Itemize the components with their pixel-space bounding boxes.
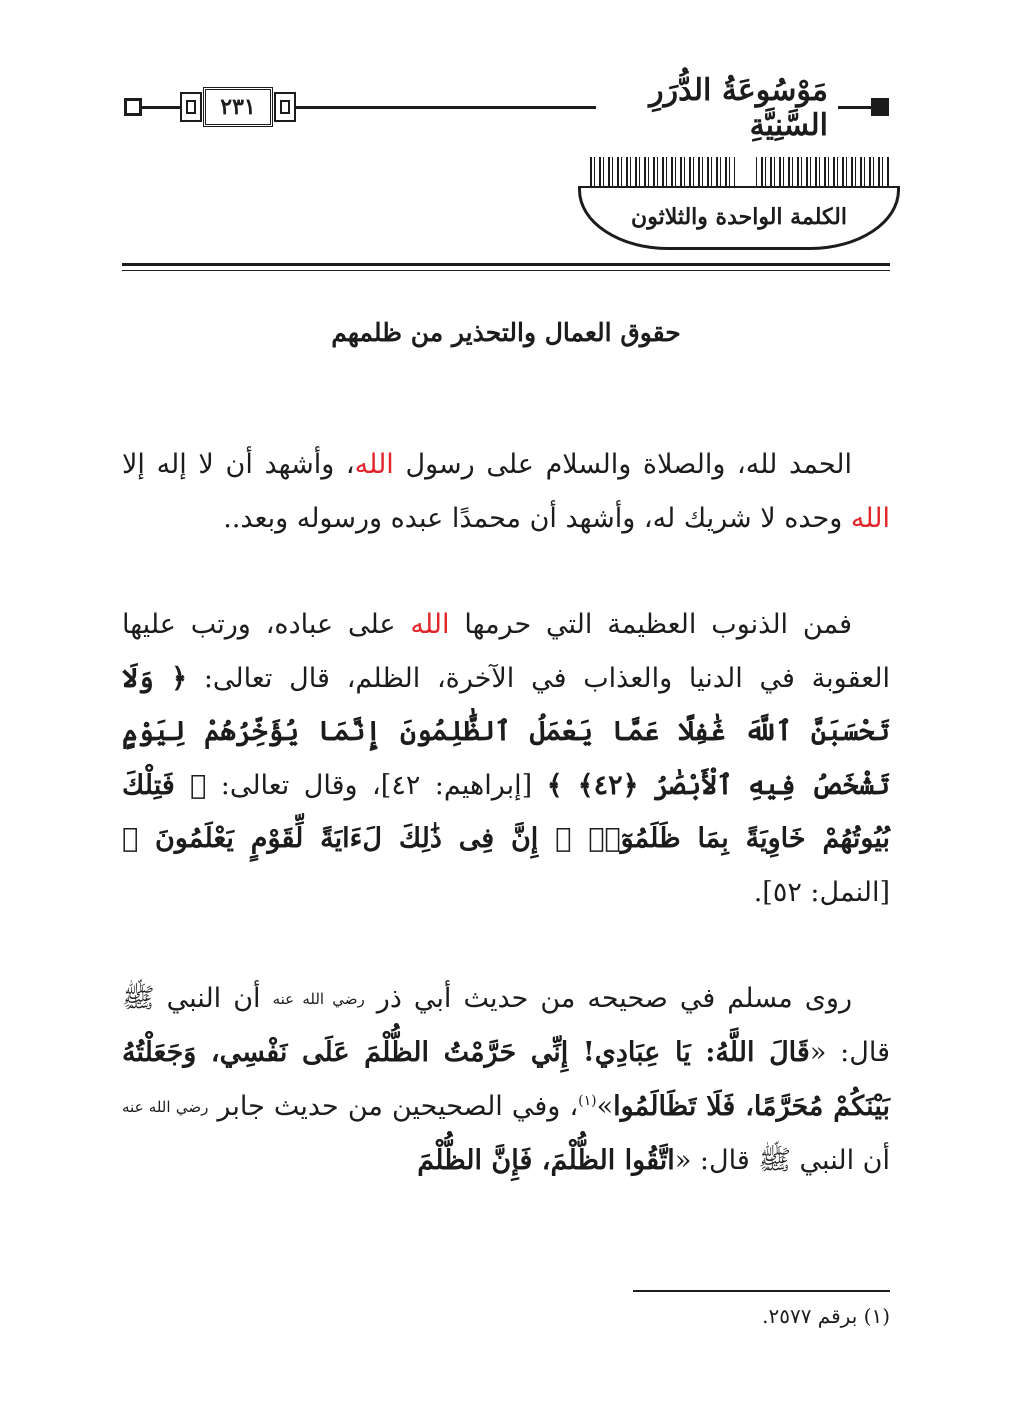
paragraph-injustice xyxy=(122,598,890,919)
text: ، وأشهد أن لا إله إلا xyxy=(122,449,355,480)
text: ، وفي الصحيحين من حديث جابر xyxy=(208,1090,579,1122)
article-body xyxy=(122,438,890,1188)
text: روى مسلم في صحيحه من حديث أبي ذر xyxy=(364,983,852,1014)
footnote-mark[interactable]: (١) xyxy=(578,1092,597,1109)
honorific: رضي الله عنه xyxy=(272,989,365,1008)
article-title: حقوق العمال والتحذير من ظلمهم xyxy=(331,318,681,347)
salawat-glyph: ﷺ xyxy=(758,1145,791,1176)
divine-name: الله xyxy=(850,502,890,534)
header-rule-middle xyxy=(296,106,596,109)
page-number: ٢٣١ xyxy=(203,87,273,127)
paragraph-opening xyxy=(122,438,890,545)
series-title: مَوْسُوعَةُ الدُّرَرِ السَّنِيَّةِ xyxy=(598,82,828,134)
header-divider xyxy=(122,263,890,266)
footnote: (١) برقم ٢٥٧٧. xyxy=(762,1304,890,1328)
verse-reference: [إبراهيم: ٤٢]، وقال تعالى: xyxy=(206,769,547,801)
divine-name: الله xyxy=(354,449,394,480)
header-divider-thin xyxy=(122,270,890,271)
chapter-title: الكلمة الواحدة والثلاثون xyxy=(578,186,900,250)
divine-name: الله xyxy=(410,609,450,640)
quran-verse-ibrahim: ﴿ وَلَا تَحْسَبَنَّ ٱللَّهَ غَٰفِلًا عَمَّا يَعْمَلُ ٱلظَّٰلِمُونَ إِنَّمَا يُؤَخِّرُهُمْ لِيَوْمٍ تَشْخَصُ فِيهِ ٱلْأَبْصَٰرُ ﴿٤٢﴾ ﴾ xyxy=(122,662,890,801)
ornament-knot-right xyxy=(274,92,296,122)
text: الحمد لله، والصلاة والسلام على رسول xyxy=(393,449,852,480)
text: قال: « xyxy=(674,1145,759,1176)
header-right-square xyxy=(871,98,889,116)
hadith-text: اتَّقُوا الظُّلْمَ، فَإِنَّ الظُّلْمَ xyxy=(417,1145,675,1176)
text: قال: « xyxy=(809,1037,890,1069)
text: » xyxy=(596,1090,614,1122)
text: أن النبي xyxy=(790,1145,890,1176)
quran-verse-naml: ﴿ فَتِلْكَ بُيُوتُهُمْ خَاوِيَةً بِمَا ظَلَمُوٓا۟ ۗ إِنَّ فِى ذَٰلِكَ لَءَايَةً لِّقَوْمٍ يَعْلَمُونَ ﴾ xyxy=(122,769,890,854)
text: أن النبي xyxy=(154,983,273,1014)
text: وحده لا شريك له، وأشهد أن محمدًا عبده ورسوله وبعد.. xyxy=(223,502,851,534)
header-rule-right xyxy=(838,106,872,109)
text: على عباده، ورتب عليها العقوبة في الدنيا والعذاب في الآخرة، الظلم، قال تعالى: xyxy=(122,609,890,694)
honorific: رضي الله عنه xyxy=(122,1097,209,1116)
verse-reference: [النمل: ٥٢]. xyxy=(753,876,890,908)
ornament-knot-left xyxy=(180,92,202,122)
hadith-text: قَالَ اللَّهُ: يَا عِبَادِي! إِنِّي حَرَّمْتُ الظُّلْمَ عَلَى نَفْسِي، وَجَعَلْتُهُ بَيْنَكُمْ مُحَرَّمًا، فَلَا تَظَالَمُوا xyxy=(122,1037,890,1122)
salawat-glyph: ﷺ xyxy=(122,983,155,1014)
header-left-square xyxy=(124,98,142,116)
text: فمن الذنوب العظيمة التي حرمها xyxy=(449,609,852,640)
footnote-divider xyxy=(633,1290,890,1292)
paragraph-hadith xyxy=(122,972,890,1188)
